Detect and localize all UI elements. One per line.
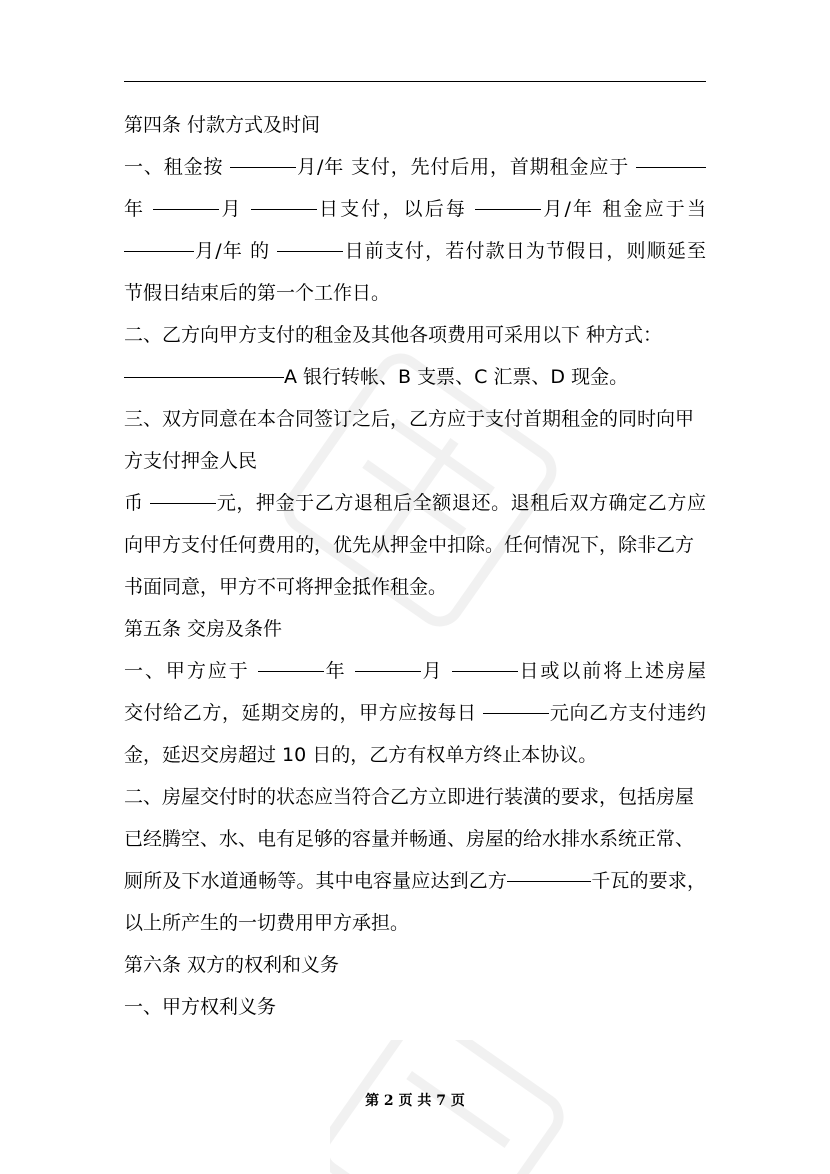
section-4-line-6 xyxy=(124,356,706,398)
fill-blank xyxy=(483,712,549,714)
section-6-heading: 第六条 双方的权利和义务 xyxy=(124,954,340,976)
section-5-line-5: 已经腾空、水、电有足够的容量并畅通、房屋的给水排水系统正常、 xyxy=(124,828,695,850)
fill-blank xyxy=(230,166,296,168)
text: 日支付，以后每 xyxy=(316,198,467,220)
text: A 银行转帐、B 支票、C 汇票、D 现金。 xyxy=(284,366,629,388)
section-4-line-7: 三、双方同意在本合同签订之后，乙方应于支付首期租金的同时向甲 xyxy=(124,408,695,430)
section-6-line-1: 一、甲方权利义务 xyxy=(124,996,277,1018)
text: 月 xyxy=(420,660,444,682)
section-5-line-7: 以上所产生的一切费用甲方承担。 xyxy=(124,912,410,934)
fill-blank xyxy=(258,670,324,672)
text: 一、租金按 xyxy=(124,156,224,178)
fill-blank xyxy=(277,250,343,252)
fill-blank xyxy=(452,670,518,672)
section-4-line-8: 方支付押金人民 xyxy=(124,450,258,472)
section-4-line-2 xyxy=(124,188,706,230)
section-5-line-4: 二、房屋交付时的状态应当符合乙方立即进行装潢的要求，包括房屋 xyxy=(124,786,695,808)
page-number: 第 2 页 共 7 页 xyxy=(365,1093,465,1109)
section-5-line-3: 金，延迟交房超过 10 日的，乙方有权单方终止本协议。 xyxy=(124,744,598,766)
fill-blank xyxy=(124,250,194,252)
section-5-line-2 xyxy=(124,692,706,734)
section-4-heading: 第四条 付款方式及时间 xyxy=(124,114,321,136)
text: 交付给乙方，延期交房的，甲方应按每日 xyxy=(124,702,477,724)
section-4-line-1 xyxy=(124,146,706,188)
text: 月 xyxy=(219,198,243,220)
fill-blank xyxy=(507,880,591,882)
text: 千瓦的要求， xyxy=(591,870,706,892)
document-body xyxy=(124,104,706,1028)
text: 月/年 租金应于当 xyxy=(541,198,706,220)
text: 月/年 支付，先付后用，首期租金应于 xyxy=(296,156,630,178)
text: 元向乙方支付违约 xyxy=(549,702,706,724)
text: 日或以前将上述房屋 xyxy=(517,660,706,682)
fill-blank xyxy=(251,208,317,210)
text: 年 xyxy=(124,198,146,220)
text: 月/年 的 xyxy=(194,240,271,262)
text: 币 xyxy=(124,492,144,514)
fill-blank xyxy=(636,166,706,168)
text: 日前支付，若付款日为节假日，则顺延至 xyxy=(343,240,706,262)
text: 年 xyxy=(323,660,347,682)
section-5-heading: 第五条 交房及条件 xyxy=(124,618,283,640)
section-4-line-3 xyxy=(124,230,706,272)
section-5-line-1 xyxy=(124,650,706,692)
text: 一、甲方应于 xyxy=(124,660,250,682)
text: 厕所及下水道通畅等。其中电容量应达到乙方 xyxy=(124,870,508,892)
fill-blank xyxy=(355,670,421,672)
section-4-line-5: 二、乙方向甲方支付的租金及其他各项费用可采用以下 种方式： xyxy=(124,324,663,346)
fill-blank xyxy=(124,376,284,378)
section-4-line-9 xyxy=(124,482,706,524)
header-rule xyxy=(124,81,706,82)
section-5-line-6 xyxy=(124,860,706,902)
section-4-line-11: 书面同意，甲方不可将押金抵作租金。 xyxy=(124,576,448,598)
section-4-line-4: 节假日结束后的第一个工作日。 xyxy=(124,282,391,304)
text: 元，押金于乙方退租后全额退还。退租后双方确定乙方应 xyxy=(216,492,706,514)
fill-blank xyxy=(150,502,216,504)
fill-blank xyxy=(153,208,219,210)
fill-blank xyxy=(475,208,541,210)
section-4-line-10: 向甲方支付任何费用的，优先从押金中扣除。任何情况下，除非乙方 xyxy=(124,534,695,556)
